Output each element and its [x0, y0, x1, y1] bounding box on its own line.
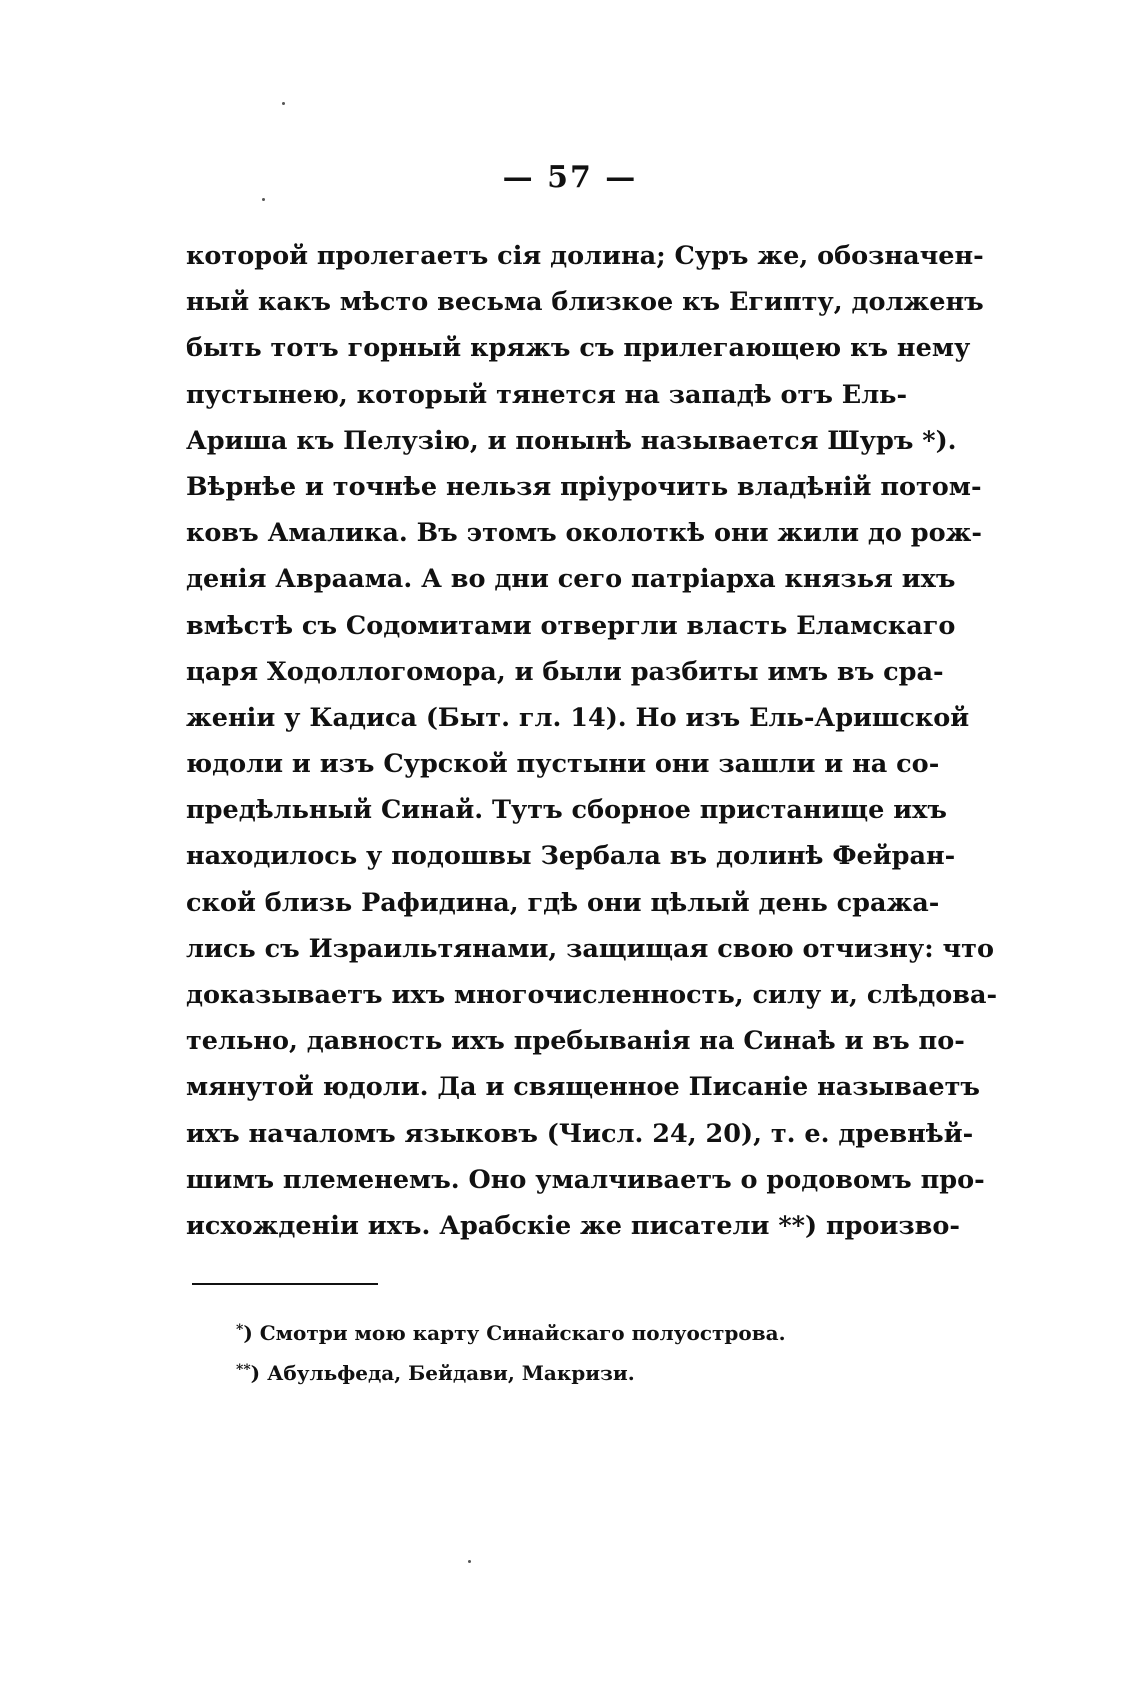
scan-speck [282, 102, 285, 105]
text-line: быть тотъ горный кряжъ съ прилегающею къ нему [186, 333, 971, 364]
footnote [236, 1350, 836, 1390]
text-line: исхожденіи ихъ. Арабскіе же писатели **) произво- [186, 1210, 960, 1241]
text-line: тельно, давность ихъ пребыванія на Синаѣ и въ по- [186, 1026, 965, 1057]
text-line: юдоли и изъ Сурской пустыни они зашли и на со- [186, 749, 940, 780]
text-line: царя Ходоллогомора, и были разбиты имъ въ сра- [186, 656, 944, 687]
text-line: женіи у Кадиса (Быт. гл. 14). Но изъ Ель-Аришской [186, 702, 970, 733]
footnote-divider [192, 1283, 378, 1285]
text-line: Вѣрнѣе и точнѣе нельзя пріурочить владѣній потом- [186, 471, 982, 502]
footnotes [236, 1310, 836, 1390]
footnote-mark: * [236, 1322, 244, 1338]
text-line: ихъ началомъ языковъ (Числ. 24, 20), т. е. древнѣй- [186, 1118, 974, 1149]
footnote-mark: ** [236, 1362, 251, 1378]
footnote [236, 1310, 836, 1350]
text-line: вмѣстѣ съ Содомитами отвергли власть Еламскаго [186, 610, 956, 641]
text-line: ковъ Амалика. Въ этомъ околоткѣ они жили до рож- [186, 518, 982, 549]
text-line: находилось у подошвы Зербала въ долинѣ Фейран- [186, 841, 956, 872]
text-line: ской близь Рафидина, гдѣ они цѣлый день сража- [186, 887, 940, 918]
body-text [186, 233, 998, 1249]
text-line: ный какъ мѣсто весьма близкое къ Египту, долженъ [186, 287, 984, 318]
scan-speck [262, 198, 265, 201]
footnote-text: ) Смотри мою карту Синайскаго полуострова. [243, 1321, 786, 1345]
text-line: пустынею, который тянется на западѣ отъ Ель- [186, 379, 908, 410]
footnote-text: ) Абульфеда, Бейдави, Макризи. [250, 1361, 635, 1385]
text-line: денія Авраама. А во дни сего патріарха князья ихъ [186, 564, 956, 595]
text-line: доказываетъ ихъ многочисленность, силу и, слѣдова- [186, 980, 998, 1010]
text-line: которой пролегаетъ сія долина; Суръ же, обозначен- [186, 241, 984, 271]
text-line: шимъ племенемъ. Оно умалчиваетъ о родовомъ про- [186, 1164, 985, 1195]
text-line: предѣльный Синай. Тутъ сборное пристанище ихъ [186, 795, 947, 826]
page-number: — 57 — [502, 160, 638, 195]
text-line: мянутой юдоли. Да и священное Писаніе называетъ [186, 1072, 980, 1103]
text-line: лись съ Израильтянами, защищая свою отчизну: что [186, 933, 994, 964]
text-line: Ариша къ Пелузію, и понынѣ называется Шуръ *). [186, 425, 957, 456]
scan-speck [468, 1560, 471, 1563]
